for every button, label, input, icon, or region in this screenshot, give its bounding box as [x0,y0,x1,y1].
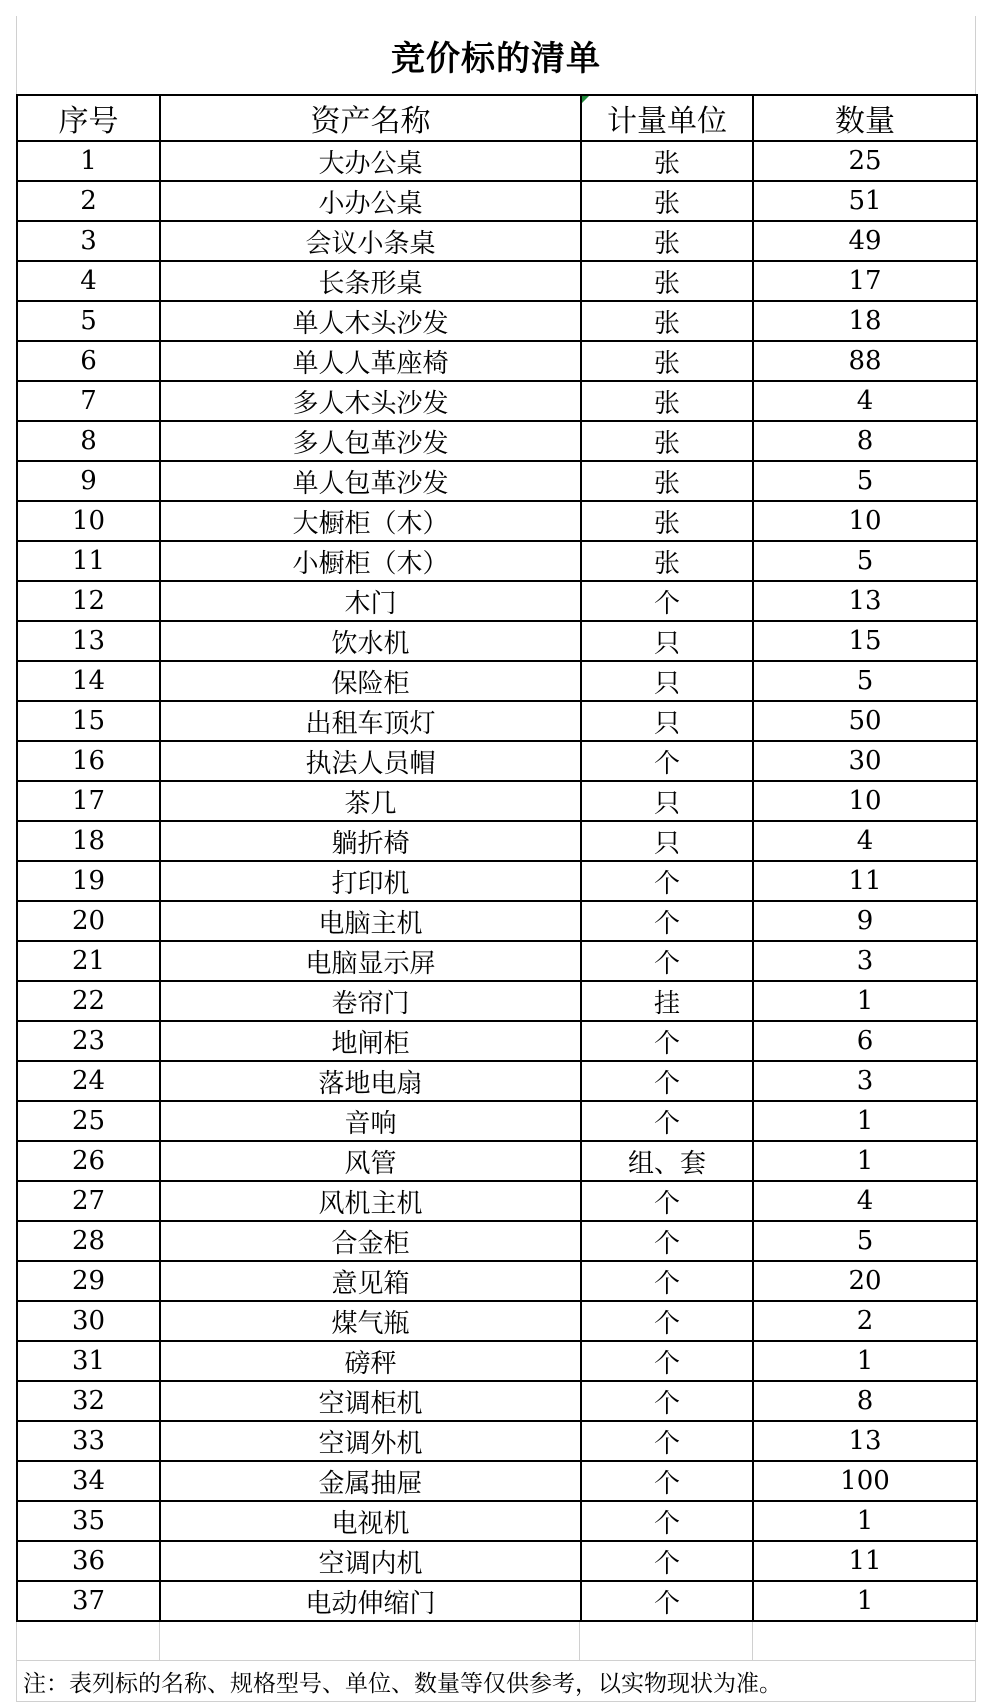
table-row [17,661,977,701]
cell-index[interactable]: 11 [17,541,160,581]
cell-unit[interactable]: 张 [581,181,753,221]
sheet-title: 竞价标的清单 [391,38,601,79]
cell-quantity[interactable]: 8 [753,1381,977,1421]
cell-quantity[interactable]: 13 [753,581,977,621]
cell-asset-name[interactable]: 单人人革座椅 [160,341,581,381]
note-cell[interactable] [16,1660,976,1702]
table-row [17,1021,977,1061]
cell-asset-name[interactable]: 地闸柜 [160,1021,581,1061]
cell-asset-name[interactable]: 风机主机 [160,1181,581,1221]
table-row [17,541,977,581]
cell-index[interactable]: 23 [17,1021,160,1061]
cell-quantity[interactable]: 11 [753,1541,977,1581]
cell-unit[interactable]: 个 [581,941,753,981]
cell-index[interactable]: 26 [17,1141,160,1181]
cell-index[interactable]: 19 [17,861,160,901]
cell-asset-name[interactable]: 饮水机 [160,621,581,661]
cell-index[interactable]: 1 [17,141,160,181]
cell-quantity[interactable]: 2 [753,1301,977,1341]
cell-unit[interactable]: 只 [581,821,753,861]
table-row [17,1181,977,1221]
cell-index[interactable]: 24 [17,1061,160,1101]
cell-asset-name[interactable]: 长条形桌 [160,261,581,301]
cell-unit[interactable]: 张 [581,421,753,461]
cell-unit[interactable]: 只 [581,701,753,741]
cell-unit[interactable]: 张 [581,341,753,381]
cell-asset-name[interactable]: 金属抽屉 [160,1461,581,1501]
cell-asset-name[interactable]: 空调外机 [160,1421,581,1461]
cell-unit[interactable]: 张 [581,501,753,541]
cell-asset-name[interactable]: 意见箱 [160,1261,581,1301]
cell-unit[interactable]: 张 [581,381,753,421]
cell-index[interactable]: 32 [17,1381,160,1421]
cell-index[interactable]: 33 [17,1421,160,1461]
cell-index[interactable]: 12 [17,581,160,621]
cell-asset-name[interactable]: 合金柜 [160,1221,581,1261]
cell-quantity[interactable]: 88 [753,341,977,381]
table-row [17,301,977,341]
cell-unit[interactable]: 张 [581,301,753,341]
cell-quantity[interactable]: 10 [753,781,977,821]
cell-quantity[interactable]: 51 [753,181,977,221]
cell-index[interactable]: 21 [17,941,160,981]
cell-asset-name[interactable]: 空调内机 [160,1541,581,1581]
cell-unit[interactable]: 张 [581,221,753,261]
table-row [17,981,977,1021]
cell-asset-name[interactable]: 出租车顶灯 [160,701,581,741]
cell-unit[interactable]: 个 [581,1541,753,1581]
table-row [17,901,977,941]
cell-quantity[interactable]: 5 [753,541,977,581]
table-row [17,221,977,261]
cell-asset-name[interactable]: 多人包革沙发 [160,421,581,461]
note-text: 注：表列标的名称、规格型号、单位、数量等仅供参考，以实物现状为准。 [23,1670,782,1697]
cell-index[interactable]: 29 [17,1261,160,1301]
cell-unit[interactable]: 张 [581,141,753,181]
cell-unit[interactable]: 个 [581,1181,753,1221]
cell-quantity[interactable]: 11 [753,861,977,901]
cell-asset-name[interactable]: 风管 [160,1141,581,1181]
table-row [17,181,977,221]
cell-quantity[interactable]: 1 [753,981,977,1021]
cell-asset-name[interactable]: 茶几 [160,781,581,821]
cell-quantity[interactable]: 17 [753,261,977,301]
cell-quantity[interactable]: 5 [753,661,977,701]
cell-unit[interactable]: 个 [581,1301,753,1341]
cell-index[interactable]: 34 [17,1461,160,1501]
cell-unit[interactable]: 个 [581,1061,753,1101]
cell-quantity[interactable]: 3 [753,941,977,981]
cell-asset-name[interactable]: 执法人员帽 [160,741,581,781]
cell-quantity[interactable]: 15 [753,621,977,661]
cell-quantity[interactable]: 50 [753,701,977,741]
table-row [17,1501,977,1541]
cell-index[interactable]: 6 [17,341,160,381]
table-row [17,1261,977,1301]
cell-unit[interactable]: 个 [581,1501,753,1541]
cell-unit[interactable]: 个 [581,901,753,941]
cell-quantity[interactable]: 49 [753,221,977,261]
cell-unit[interactable]: 只 [581,621,753,661]
cell-index[interactable]: 2 [17,181,160,221]
cell-quantity[interactable]: 1 [753,1141,977,1181]
cell-asset-name[interactable]: 落地电扇 [160,1061,581,1101]
cell-index[interactable]: 18 [17,821,160,861]
table-body [17,141,977,1621]
cell-asset-name[interactable]: 大橱柜（木） [160,501,581,541]
cell-index[interactable]: 3 [17,221,160,261]
cell-index[interactable]: 4 [17,261,160,301]
table-row [17,261,977,301]
cell-asset-name[interactable]: 煤气瓶 [160,1301,581,1341]
cell-index[interactable]: 22 [17,981,160,1021]
table-row [17,1101,977,1141]
cell-quantity[interactable]: 100 [753,1461,977,1501]
cell-unit[interactable]: 张 [581,261,753,301]
table-row [17,581,977,621]
cell-quantity[interactable]: 5 [753,461,977,501]
table-row [17,1301,977,1341]
cell-quantity[interactable]: 20 [753,1261,977,1301]
cell-unit[interactable]: 个 [581,1461,753,1501]
cell-unit[interactable]: 张 [581,541,753,581]
cell-unit[interactable]: 只 [581,661,753,701]
cell-unit[interactable]: 张 [581,461,753,501]
title-cell[interactable] [16,16,976,94]
header-row [17,95,977,141]
cell-asset-name[interactable]: 小橱柜（木） [160,541,581,581]
table-row [17,1581,977,1621]
cell-index[interactable]: 10 [17,501,160,541]
table-row [17,1381,977,1421]
cell-quantity[interactable]: 8 [753,421,977,461]
cell-index[interactable]: 20 [17,901,160,941]
cell-asset-name[interactable]: 保险柜 [160,661,581,701]
header-unit-label: 计量单位 [607,104,727,139]
cell-unit[interactable]: 组、套 [581,1141,753,1181]
cell-asset-name[interactable]: 会议小条桌 [160,221,581,261]
table-row [17,1141,977,1181]
cell-index[interactable]: 13 [17,621,160,661]
cell-quantity[interactable]: 3 [753,1061,977,1101]
cell-index[interactable]: 9 [17,461,160,501]
blank-cell[interactable] [580,1622,752,1660]
table-row [17,421,977,461]
cell-asset-name[interactable]: 音响 [160,1101,581,1141]
cell-asset-name[interactable]: 单人木头沙发 [160,301,581,341]
cell-index[interactable]: 7 [17,381,160,421]
cell-asset-name[interactable]: 大办公桌 [160,141,581,181]
asset-table [16,94,978,1622]
cell-unit[interactable]: 挂 [581,981,753,1021]
cell-comment-marker [582,96,589,103]
cell-quantity[interactable]: 1 [753,1501,977,1541]
cell-asset-name[interactable]: 磅秤 [160,1341,581,1381]
cell-unit[interactable]: 个 [581,581,753,621]
cell-quantity[interactable]: 1 [753,1341,977,1381]
header-unit[interactable] [581,95,753,141]
cell-quantity[interactable]: 30 [753,741,977,781]
cell-unit[interactable]: 个 [581,1421,753,1461]
blank-cell[interactable] [160,1622,581,1660]
table-row [17,1221,977,1261]
cell-index[interactable]: 17 [17,781,160,821]
cell-index[interactable]: 35 [17,1501,160,1541]
cell-unit[interactable]: 个 [581,1381,753,1421]
table-row [17,1061,977,1101]
cell-index[interactable]: 14 [17,661,160,701]
cell-index[interactable]: 36 [17,1541,160,1581]
cell-index[interactable]: 31 [17,1341,160,1381]
table-row [17,1421,977,1461]
cell-unit[interactable]: 个 [581,1101,753,1141]
spreadsheet [16,16,976,1702]
blank-cell[interactable] [17,1622,160,1660]
cell-index[interactable]: 8 [17,421,160,461]
header-qty[interactable]: 数量 [753,95,977,141]
cell-asset-name[interactable]: 空调柜机 [160,1381,581,1421]
cell-asset-name[interactable]: 躺折椅 [160,821,581,861]
cell-index[interactable]: 28 [17,1221,160,1261]
cell-unit[interactable]: 个 [581,1021,753,1061]
table-row [17,741,977,781]
header-index[interactable]: 序号 [17,95,160,141]
cell-unit[interactable]: 个 [581,1221,753,1261]
cell-index[interactable]: 27 [17,1181,160,1221]
cell-asset-name[interactable]: 电脑主机 [160,901,581,941]
cell-quantity[interactable]: 18 [753,301,977,341]
cell-unit[interactable]: 个 [581,1261,753,1301]
cell-quantity[interactable]: 10 [753,501,977,541]
cell-quantity[interactable]: 9 [753,901,977,941]
table-row [17,141,977,181]
cell-unit[interactable]: 只 [581,781,753,821]
table-row [17,1341,977,1381]
blank-row [16,1622,976,1660]
cell-quantity[interactable]: 1 [753,1581,977,1621]
cell-quantity[interactable]: 13 [753,1421,977,1461]
cell-index[interactable]: 15 [17,701,160,741]
cell-asset-name[interactable]: 打印机 [160,861,581,901]
table-row [17,781,977,821]
cell-quantity[interactable]: 6 [753,1021,977,1061]
blank-cell[interactable] [753,1622,976,1660]
table-row [17,1541,977,1581]
table-row [17,941,977,981]
cell-asset-name[interactable]: 单人包革沙发 [160,461,581,501]
cell-quantity[interactable]: 1 [753,1101,977,1141]
cell-quantity[interactable]: 4 [753,821,977,861]
cell-asset-name[interactable]: 电动伸缩门 [160,1581,581,1621]
cell-index[interactable]: 30 [17,1301,160,1341]
cell-asset-name[interactable]: 卷帘门 [160,981,581,1021]
cell-asset-name[interactable]: 电脑显示屏 [160,941,581,981]
cell-index[interactable]: 37 [17,1581,160,1621]
table-row [17,621,977,661]
table-row [17,821,977,861]
cell-asset-name[interactable]: 木门 [160,581,581,621]
cell-quantity[interactable]: 5 [753,1221,977,1261]
cell-unit[interactable]: 个 [581,1581,753,1621]
table-row [17,861,977,901]
cell-index[interactable]: 5 [17,301,160,341]
cell-quantity[interactable]: 4 [753,1181,977,1221]
cell-quantity[interactable]: 25 [753,141,977,181]
table-row [17,381,977,421]
cell-asset-name[interactable]: 多人木头沙发 [160,381,581,421]
cell-asset-name[interactable]: 电视机 [160,1501,581,1541]
table-row [17,501,977,541]
table-row [17,461,977,501]
cell-index[interactable]: 16 [17,741,160,781]
cell-quantity[interactable]: 4 [753,381,977,421]
cell-unit[interactable]: 个 [581,861,753,901]
cell-unit[interactable]: 个 [581,1341,753,1381]
cell-index[interactable]: 25 [17,1101,160,1141]
table-row [17,341,977,381]
header-name[interactable]: 资产名称 [160,95,581,141]
table-row [17,701,977,741]
table-row [17,1461,977,1501]
cell-asset-name[interactable]: 小办公桌 [160,181,581,221]
cell-unit[interactable]: 个 [581,741,753,781]
